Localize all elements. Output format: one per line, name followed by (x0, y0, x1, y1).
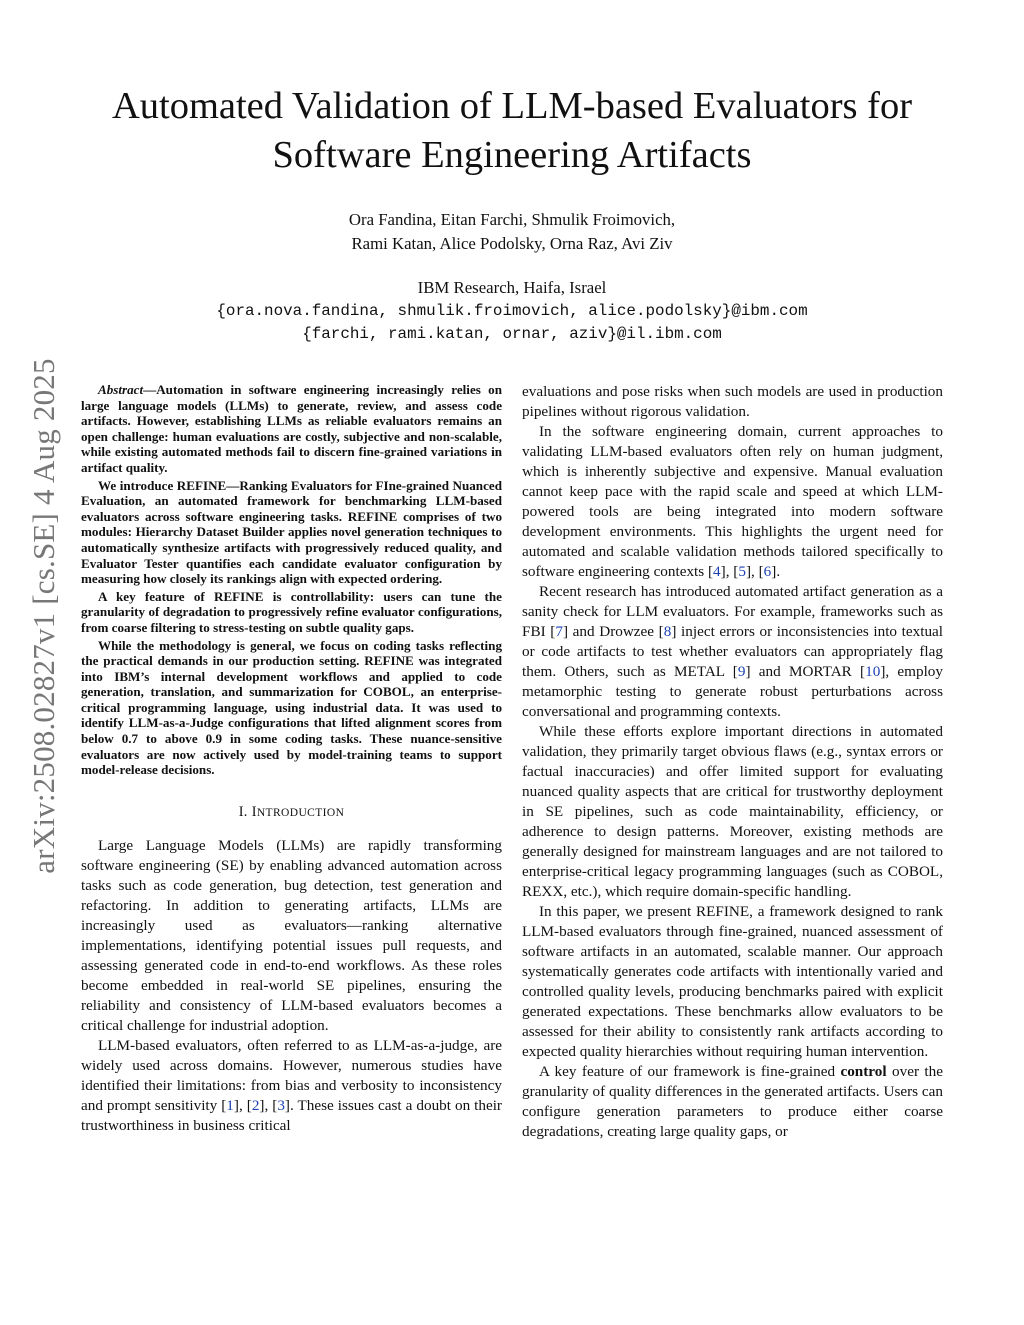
left-column (81, 382, 502, 1136)
emails-line-2[interactable]: {farchi, rami.katan, ornar, aziv}@il.ibm.com (302, 325, 722, 343)
email-addresses (60, 300, 964, 346)
authors-line-2: Rami Katan, Alice Podolsky, Orna Raz, Avi Ziv (351, 234, 673, 253)
citation-link[interactable]: 3 (277, 1096, 285, 1114)
right-paragraph-1: evaluations and pose risks when such models are used in production pipelines without rigorous validation. (522, 383, 943, 420)
abstract-paragraph-4: While the methodology is general, we focus on coding tasks reflecting the practical demands in our production setting. REFINE was integrated into IBM’s internal development workflows and applied to code generation, translation, and summarization for COBOL, an enterprise-critical programming language, using industrial data. It was used to identify LLM-as-a-Judge configurations that lifted alignment scores from below 0.7 to above 0.9 in some coding tasks. These nuance-sensitive evaluators are now actively used by model-training teams to support model-release decisions. (81, 637, 502, 778)
abstract (81, 382, 502, 778)
title-line-2: Software Engineering Artifacts (272, 134, 752, 176)
citation-link[interactable]: 10 (865, 663, 881, 680)
arxiv-identifier-stamp[interactable]: arXiv:2508.02827v1 [cs.SE] 4 Aug 2025 (26, 358, 61, 874)
right-paragraph-4: While these efforts explore important directions in automated validation, they primarily target obvious flaws (e.g., syntax errors or factual inaccuracies) and offer limited support for evaluating nuanced quality aspects that are critical for trustworthy deployment in SE pipelines, such as code maintainability, efficiency, or adherence to design patterns. Moreover, existing methods are generally designed for mainstream languages and are not tailored to enterprise-critical legacy programming languages (such as COBOL, REXX, etc.), which require domain-specific handling. (522, 723, 943, 900)
right-paragraph-5: In this paper, we present REFINE, a framework designed to rank LLM-based evaluators through fine-grained, nuanced assessment of software artifacts in an automated, scalable manner. Our approach systematically generates code artifacts with intentionally varied and controlled quality levels, producing benchmarks paired with explicit generated expectations. These benchmarks allow evaluators to be assessed for their ability to consistently rank artifacts according to expected quality hierarchies without requiring human intervention. (522, 903, 943, 1060)
citation-link[interactable]: 7 (555, 623, 563, 640)
right-column (522, 382, 943, 1142)
citation-link[interactable]: 8 (663, 623, 672, 640)
title-line-1: Automated Validation of LLM-based Evaluators for (111, 85, 913, 127)
section-numeral: I. (238, 803, 248, 820)
citation-link[interactable]: 5 (738, 563, 746, 580)
author-list (60, 208, 964, 256)
intro-paragraph-1: Large Language Models (LLMs) are rapidly transforming software engineering (SE) by enabling advanced automation across tasks such as code generation, bug detection, test generation and refactoring. In addition to generating artifacts, LLMs are increasingly used as evaluators—ranking alternative implementations, identifying potential issues pull requests, and assessing generated code in end-to-end workflows. As these roles become embedded in real-world SE pipelines, ensuring the reliability and consistency of LLM-based evaluators becomes a critical challenge for industrial adoption. (81, 836, 502, 1034)
paper-title (60, 82, 964, 180)
right-paragraph-3: Recent research has introduced automated artifact generation as a sanity check for LLM evaluators. For example, frameworks such as FBI [7] and Drowzee [8] inject errors or inconsistencies into textual or code artifacts to test whether evaluators can appropriately flag them. Others, such as METAL [9] and MORTAR [10], employ metamorphic testing to generate robust perturbations across conversational and programming contexts. (522, 583, 943, 720)
abstract-paragraph-2: We introduce REFINE—Ranking Evaluators for FIne-grained Nuanced Evaluation, an automated framework for benchmarking LLM-based evaluators across software engineering tasks. REFINE comprises of two modules: Hierarchy Dataset Builder applies novel generation techniques to automatically synthesize artifacts with progressively reduced quality, and Evaluator Tester quantifies each candidate evaluator configuration by measuring how closely its rankings align with expected ordering. (81, 477, 502, 587)
section-heading-introduction: I. INTRODUCTION (238, 803, 345, 820)
citation-link[interactable]: 6 (763, 563, 772, 580)
citation-link[interactable]: 2 (251, 1096, 260, 1114)
right-paragraph-2: In the software engineering domain, current approaches to validating LLM-based evaluators often rely on human judgment, which is inherently subjective and expensive. Manual evaluation cannot keep pace with the rapid scale and speed at which LLM-powered tools are being integrated into modern software development environments. This highlights the urgent need for automated and scalable validation methods tailored specifically to software engineering contexts [4], [5], [6]. (522, 423, 943, 580)
citation-link[interactable]: 1 (226, 1096, 234, 1114)
title-block (60, 82, 964, 346)
abstract-label: Abstract (98, 382, 144, 397)
citation-link[interactable]: 4 (713, 563, 721, 580)
authors-line-1: Ora Fandina, Eitan Farchi, Shmulik Froimovich, (348, 210, 676, 229)
intro-paragraph-2: LLM-based evaluators, often referred to as LLM-as-a-judge, are widely used across domains. However, numerous studies have identified their limitations: from bias and verbosity to inconsistency and prompt sensitivity [1], [2], [3]. These issues cast a doubt on their trustworthiness in business critical (81, 1036, 502, 1134)
citation-link[interactable]: 9 (737, 663, 746, 680)
emails-line-1[interactable]: {ora.nova.fandina, shmulik.froimovich, alice.podolsky}@ibm.com (216, 302, 808, 320)
abstract-paragraph-3: A key feature of REFINE is controllability: users can tune the granularity of degradation to progressively refine evaluator configurations, from coarse filtering to stress-testing on subtle quality gaps. (81, 588, 502, 635)
right-paragraph-6: A key feature of our framework is fine-grained control over the granularity of quality differences in the generated artifacts. Users can configure generation parameters to produce either coarse degradations, creating large quality gaps, or (522, 1063, 943, 1140)
abstract-paragraph-1: Abstract—Automation in software engineering increasingly relies on large language models (LLMs) to generate, review, and assess code artifacts. However, establishing LLMs as reliable evaluators remains an open challenge: human evaluations are costly, subjective and non-scalable, while existing automated methods fail to discern fine-grained variations in artifact quality. (81, 382, 502, 475)
emphasis-control: control (840, 1063, 887, 1080)
affiliation: IBM Research, Haifa, Israel (417, 278, 607, 297)
